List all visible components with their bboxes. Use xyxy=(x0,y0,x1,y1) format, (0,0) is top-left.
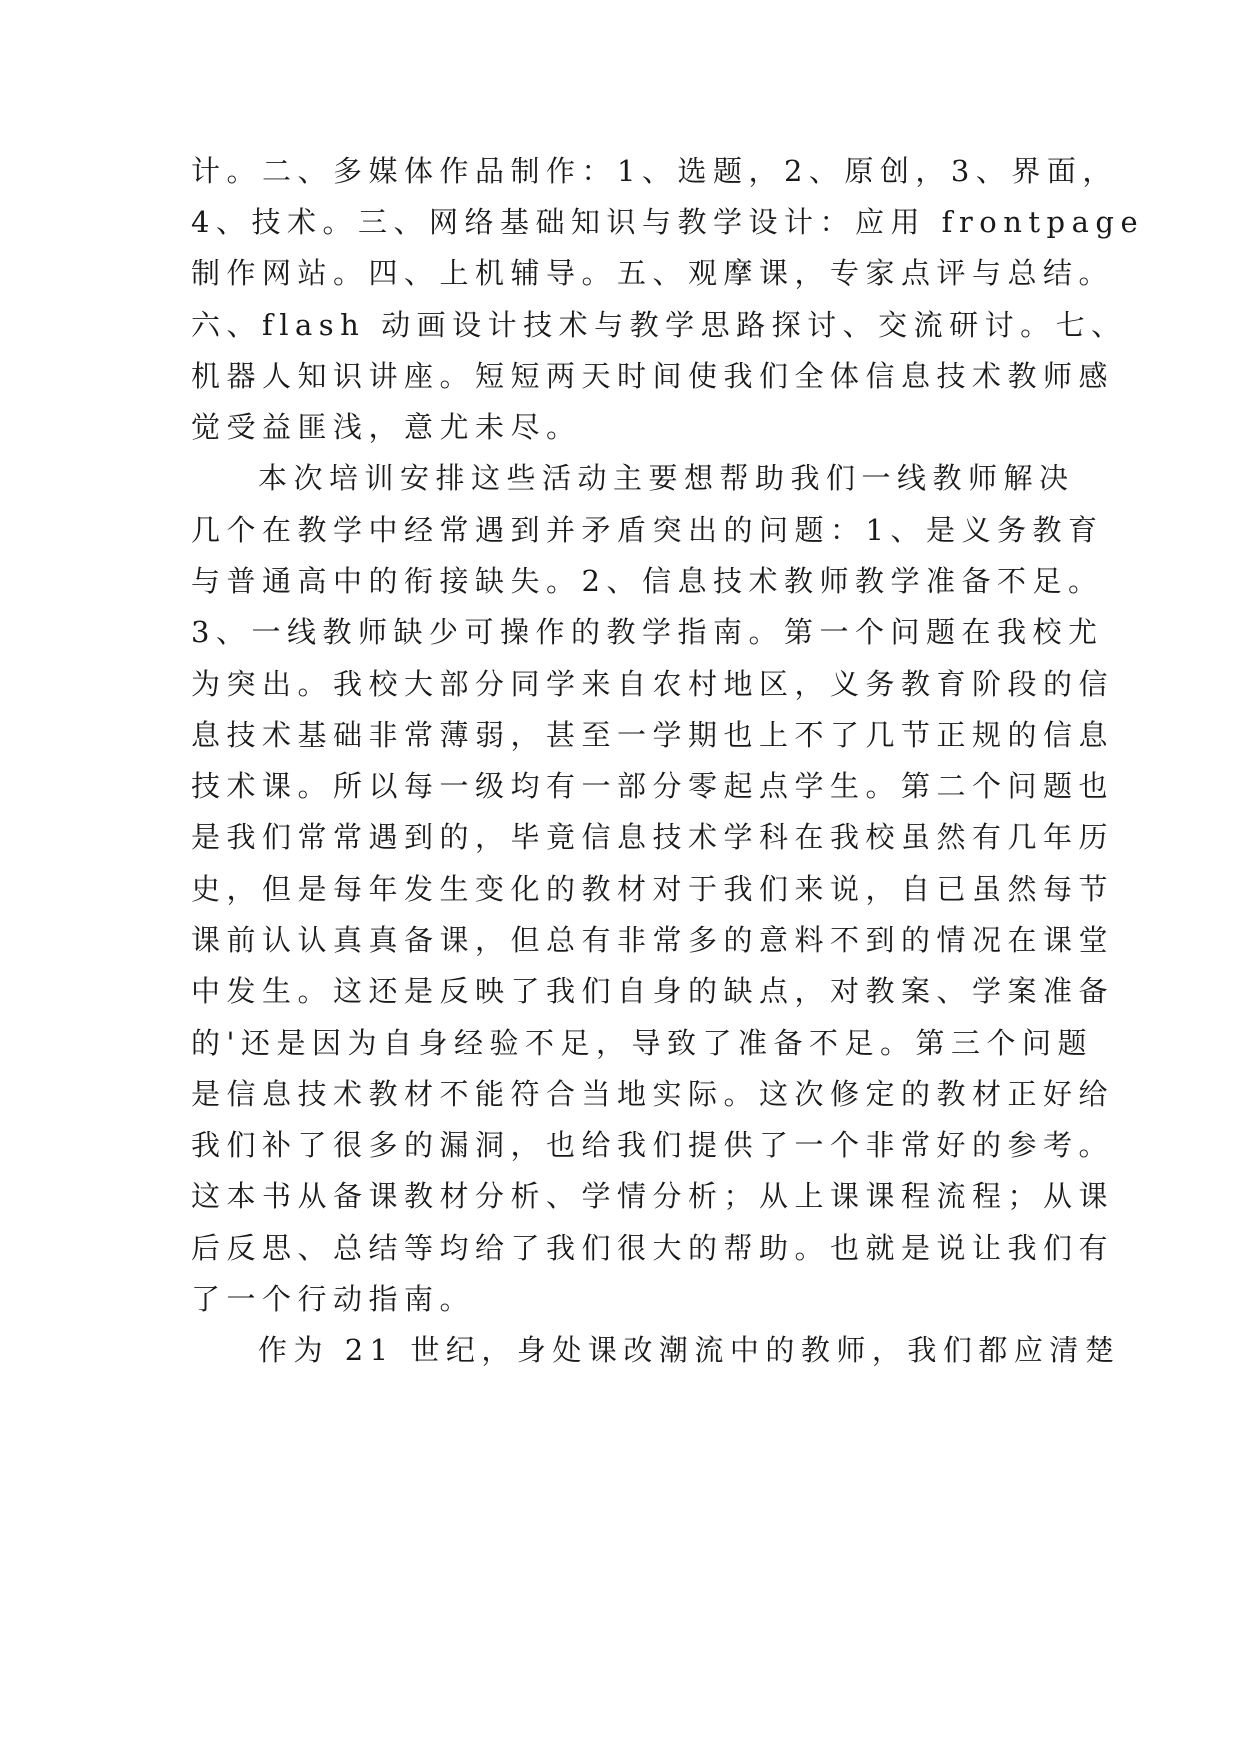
paragraph-start-line: 作为 21 世纪，身处课改潮流中的教师，我们都应清楚 xyxy=(258,1333,1121,1367)
text-line: 的'还是因为自身经验不足，导致了准备不足。第三个问题 xyxy=(191,1026,1093,1060)
text-line: 息技术基础非常薄弱，甚至一学期也上不了几节正规的信息 xyxy=(191,718,1115,752)
text-line: 史，但是每年发生变化的教材对于我们来说，自已虽然每节 xyxy=(191,872,1115,906)
text-line: 4、技术。三、网络基础知识与教学设计：应用 frontpage xyxy=(191,205,1145,239)
text-line: 与普通高中的衔接缺失。2、信息技术教师教学准备不足。 xyxy=(191,564,1104,598)
text-line: 是我们常常遇到的，毕竟信息技术学科在我校虽然有几年历 xyxy=(191,820,1115,854)
text-line: 课前认认真真备课，但总有非常多的意料不到的情况在课堂 xyxy=(191,923,1115,957)
text-line: 技术课。所以每一级均有一部分零起点学生。第二个问题也 xyxy=(191,769,1115,803)
text-line: 制作网站。四、上机辅导。五、观摩课，专家点评与总结。 xyxy=(191,256,1115,290)
paragraph-start-line: 本次培训安排这些活动主要想帮助我们一线教师解决 xyxy=(258,461,1075,495)
text-line: 了一个行动指南。 xyxy=(191,1282,476,1316)
text-line: 六、flash 动画设计技术与教学思路探讨、交流研讨。七、 xyxy=(191,308,1127,342)
text-line: 计。二、多媒体作品制作：1、选题，2、原创，3、界面， xyxy=(191,154,1118,188)
text-line: 后反思、总结等均给了我们很大的帮助。也就是说让我们有 xyxy=(191,1231,1115,1265)
text-line: 我们补了很多的漏洞，也给我们提供了一个非常好的参考。 xyxy=(191,1128,1115,1162)
text-line: 觉受益匪浅，意尤未尽。 xyxy=(191,410,582,444)
text-line: 为突出。我校大部分同学来自农村地区，义务教育阶段的信 xyxy=(191,667,1115,701)
text-line: 中发生。这还是反映了我们自身的缺点，对教案、学案准备 xyxy=(191,974,1115,1008)
text-line: 机器人知识讲座。短短两天时间使我们全体信息技术教师感 xyxy=(191,359,1115,393)
text-line: 几个在教学中经常遇到并矛盾突出的问题：1、是义务教育 xyxy=(191,513,1104,547)
text-line: 是信息技术教材不能符合当地实际。这次修定的教材正好给 xyxy=(191,1077,1115,1111)
text-line: 这本书从备课教材分析、学情分析；从上课课程流程；从课 xyxy=(191,1179,1115,1213)
text-line: 3、一线教师缺少可操作的教学指南。第一个问题在我校尤 xyxy=(191,615,1104,649)
